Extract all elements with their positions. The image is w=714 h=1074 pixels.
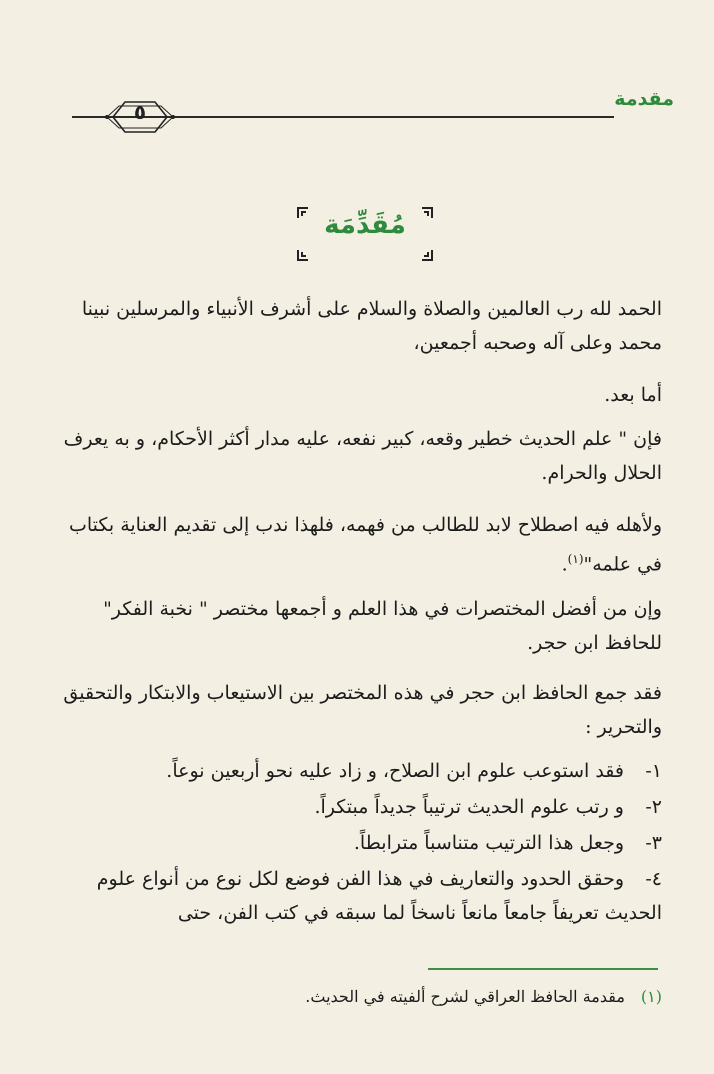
list-item-text: فقد استوعب علوم ابن الصلاح، و زاد عليه نحو أربعين نوعاً. <box>166 760 624 782</box>
footnote-text: مقدمة الحافظ العراقي لشرح ألفيته في الحديث. <box>305 987 625 1006</box>
paragraph-nukhba: وإن من أفضل المختصرات في هذا العلم و أجمعها مختصر " نخبة الفكر" للحافظ ابن حجر. <box>103 598 662 654</box>
list-item <box>42 862 662 930</box>
footnote-marker: (١) <box>640 987 662 1006</box>
list-item-text: وحقق الحدود والتعاريف في هذا الفن فوضع لكل نوع من أنواع علوم الحديث تعريفاً جامعاً مانعاً ناسخاً لما سبقه في كتب الفن، حتى <box>96 868 662 924</box>
section-title: مُقَدِّمَة <box>324 210 406 240</box>
footnote <box>52 984 662 1010</box>
running-header-title: مقدمة <box>614 88 674 110</box>
paragraph-terminology-text: ولأهله فيه اصطلاح لابد للطالب من فهمه، فلهذا ندب إلى تقديم العناية بكتاب في علمه" <box>68 514 662 576</box>
paragraph-terminology: ولأهله فيه اصطلاح لابد للطالب من فهمه، فلهذا ندب إلى تقديم العناية بكتاب في علمه"$^{(١)}$. <box>68 514 662 576</box>
paragraph-praise: الحمد لله رب العالمين والصلاة والسلام على أشرف الأنبياء والمرسلين نبينا محمد وعلى آله وصحبه أجمعين، <box>81 298 662 354</box>
list-item-text: وجعل هذا الترتيب متناسباً مترابطاً. <box>353 832 624 854</box>
paragraph-hadith-science: فإن " علم الحديث خطير وقعه، كبير نفعه، عليه مدار أكثر الأحكام، و به يعرف الحلال والحرام. <box>63 428 662 484</box>
list-item-number: ١- <box>645 760 662 782</box>
page-number: ٥ <box>133 100 147 124</box>
list-item-number: ٤- <box>645 868 662 890</box>
list-item <box>42 826 662 860</box>
footnote-reference: (١) <box>567 552 584 566</box>
list-item <box>42 790 662 824</box>
list-item-number: ٣- <box>645 832 662 854</box>
list-item-text: و رتب علوم الحديث ترتيباً جديداً مبتكراً. <box>314 796 624 818</box>
paragraph-amma-bad: أما بعد. <box>604 384 662 406</box>
list-item-number: ٢- <box>645 796 662 818</box>
list-item <box>42 754 662 788</box>
paragraph-ibn-hajar: فقد جمع الحافظ ابن حجر في هذه المختصر بين الاستيعاب والابتكار والتحقيق والتحرير : <box>63 682 662 738</box>
footnote-rule <box>428 968 658 970</box>
